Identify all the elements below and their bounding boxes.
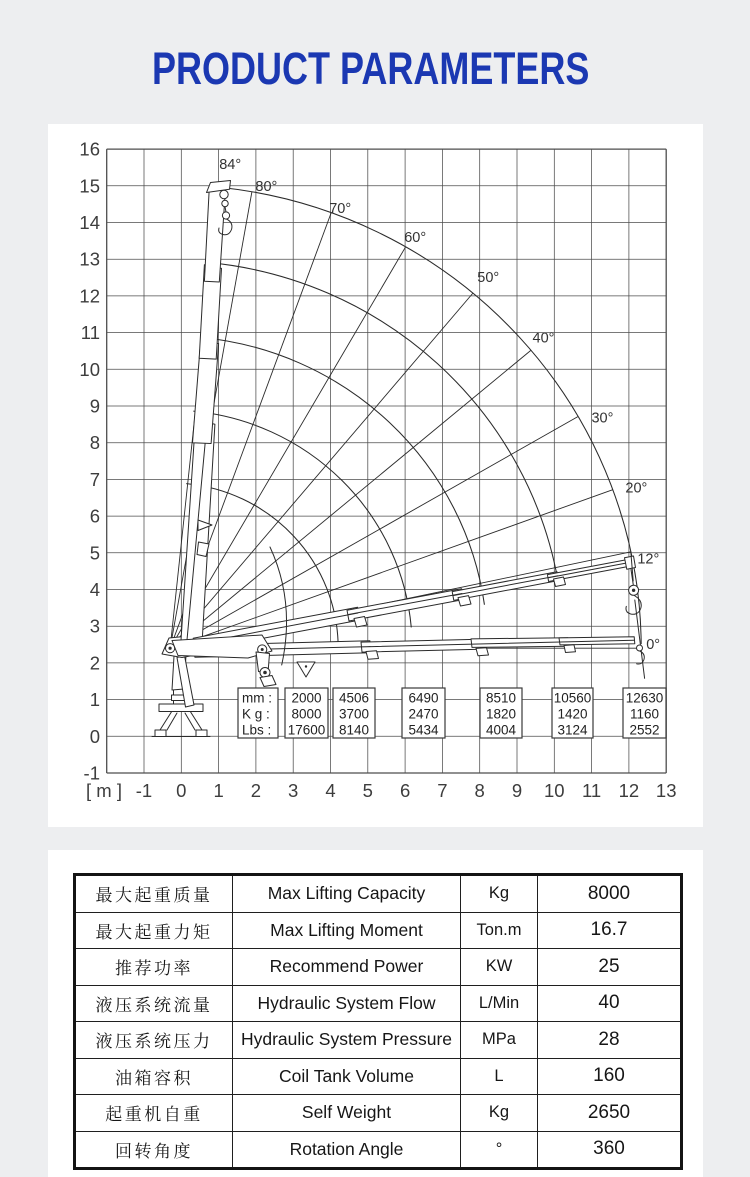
chart-grid (107, 149, 667, 773)
capacity-value: 8510 (485, 690, 517, 706)
spec-cell-en: Self Weight (233, 1095, 461, 1132)
capacity-value: 8000 (291, 706, 322, 722)
y-tick-label: 15 (79, 175, 100, 197)
y-tick-label: 8 (89, 432, 100, 454)
capacity-row-label: Lbs : (242, 722, 272, 738)
capacity-value: 3700 (338, 706, 370, 722)
spec-cell-en: Hydraulic System Pressure (233, 1022, 461, 1059)
x-tick-label: 0 (176, 780, 187, 801)
capacity-value: 4004 (485, 722, 517, 738)
spec-cell-cn: 最大起重力矩 (75, 912, 233, 949)
capacity-value: 17600 (287, 722, 326, 738)
spec-cell-unit: Kg (461, 1095, 538, 1132)
x-tick-label: 7 (437, 780, 448, 801)
angle-label: 40° (532, 330, 555, 347)
spec-cell-unit: MPa (461, 1022, 538, 1059)
spec-cell-en: Max Lifting Moment (233, 912, 461, 949)
y-tick-label: 3 (89, 615, 100, 637)
spec-cell-value: 40 (538, 985, 682, 1022)
spec-cell-cn: 液压系统流量 (75, 985, 233, 1022)
top-hook-block (222, 212, 229, 219)
spec-cell-cn: 油箱容积 (75, 1058, 233, 1095)
spec-cell-value: 16.7 (538, 912, 682, 949)
capacity-value: 2552 (629, 722, 660, 738)
y-tick-label: 1 (89, 689, 100, 711)
page-title: PRODUCT PARAMETERS (152, 43, 590, 94)
reach-arc (193, 411, 411, 627)
crane-load-chart (48, 124, 703, 827)
capacity-value: 1420 (557, 706, 588, 722)
spec-cell-unit: Kg (461, 875, 538, 913)
spec-cell-en: Max Lifting Capacity (233, 875, 461, 913)
y-tick-label: 5 (89, 542, 100, 564)
angle-label: 12° (637, 551, 660, 568)
spec-row (75, 912, 682, 949)
capacity-row-label: K g : (242, 706, 270, 722)
load-chart-card (48, 124, 703, 827)
capacity-value: 6490 (408, 690, 439, 706)
spec-cell-cn: 最大起重质量 (75, 875, 233, 913)
spec-table-card (48, 850, 703, 1177)
angle-label: 80° (255, 179, 278, 196)
reach-arc (208, 262, 558, 580)
y-tick-label: 16 (79, 138, 100, 160)
y-tick-label: 11 (80, 322, 100, 344)
spec-cell-cn: 起重机自重 (75, 1095, 233, 1132)
x-tick-label: 5 (362, 780, 373, 801)
y-tick-label: 10 (79, 358, 100, 380)
x-tick-label: 4 (325, 780, 336, 801)
capacity-value: 2000 (291, 690, 322, 706)
x-tick-label: 1 (213, 780, 224, 801)
x-tick-label: 12 (618, 780, 640, 801)
capacity-boxes (238, 688, 666, 738)
spec-cell-value: 360 (538, 1131, 682, 1169)
spec-row (75, 875, 682, 913)
y-tick-label: 0 (89, 725, 100, 747)
spec-cell-value: 25 (538, 949, 682, 986)
capacity-value: 2470 (408, 706, 439, 722)
y-tick-label: 4 (89, 579, 100, 600)
y-tick-label: 2 (89, 652, 100, 674)
spec-cell-en: Hydraulic System Flow (233, 985, 461, 1022)
spec-cell-unit: KW (461, 949, 538, 986)
y-tick-label: 6 (89, 505, 100, 527)
angle-label: 84° (219, 157, 242, 174)
boom-head (207, 181, 231, 193)
x-tick-label: 10 (544, 780, 565, 801)
spec-cell-cn: 液压系统压力 (75, 1022, 233, 1059)
angle-label: 30° (591, 410, 614, 427)
spec-row (75, 1095, 682, 1132)
vertical-boom (181, 420, 215, 647)
spec-cell-cn: 推荐功率 (75, 949, 233, 986)
spec-row (75, 949, 682, 986)
spec-row (75, 985, 682, 1022)
spec-cell-en: Coil Tank Volume (233, 1058, 461, 1095)
load-position-marker (297, 662, 315, 677)
x-tick-label: 8 (474, 780, 485, 801)
spec-row (75, 1058, 682, 1095)
spec-cell-unit: L (461, 1058, 538, 1095)
x-axis-unit-label: [ m ] (86, 780, 122, 801)
boom-angle-lines (170, 187, 641, 648)
spec-row (75, 1131, 682, 1169)
capacity-value: 3124 (557, 722, 588, 738)
x-tick-label: -1 (135, 780, 153, 801)
spec-cell-value: 28 (538, 1022, 682, 1059)
envelope-drop-line (631, 552, 645, 679)
capacity-value: 8140 (338, 722, 370, 738)
spec-cell-value: 160 (538, 1058, 682, 1095)
spec-cell-unit: Ton.m (461, 912, 538, 949)
x-tick-label: 3 (288, 780, 299, 801)
capacity-value: 1820 (485, 706, 517, 722)
capacity-value: 4506 (338, 690, 370, 706)
spec-cell-en: Recommend Power (233, 949, 461, 986)
angle-label: 70° (329, 201, 352, 218)
angle-label: 60° (404, 230, 427, 247)
reach-arc (201, 337, 485, 604)
capacity-value: 5434 (408, 722, 439, 738)
y-tick-label: 14 (79, 212, 100, 233)
angle-label: 0° (646, 637, 661, 654)
x-tick-label: 2 (250, 780, 262, 801)
capacity-value: 10560 (553, 690, 592, 706)
capacity-value: 1160 (629, 706, 660, 722)
angle-labels (219, 157, 660, 653)
spec-row (75, 1022, 682, 1059)
spec-cell-unit: ° (461, 1131, 538, 1169)
spec-cell-value: 8000 (538, 875, 682, 913)
boom-angle-line (170, 490, 613, 649)
x-tick-label: 11 (581, 780, 602, 801)
y-tick-label: 12 (79, 285, 100, 307)
boom-angle-line (170, 350, 531, 648)
y-tick-label: 9 (89, 395, 100, 417)
spec-cell-unit: L/Min (461, 985, 538, 1022)
angle-label: 20° (625, 480, 648, 497)
x-tick-label: 9 (511, 780, 523, 801)
spec-cell-cn: 回转角度 (75, 1131, 233, 1169)
y-tick-label: -1 (83, 762, 100, 784)
spec-cell-en: Rotation Angle (233, 1131, 461, 1169)
spec-table (73, 873, 683, 1170)
x-tick-label: 6 (399, 780, 411, 801)
capacity-value: 12630 (625, 690, 664, 706)
spec-cell-value: 2650 (538, 1095, 682, 1132)
x-tick-label: 13 (655, 780, 677, 801)
y-tick-label: 7 (89, 468, 100, 490)
capacity-row-label: mm : (242, 690, 272, 706)
angle-label: 50° (477, 270, 500, 287)
y-tick-label: 13 (79, 248, 100, 270)
